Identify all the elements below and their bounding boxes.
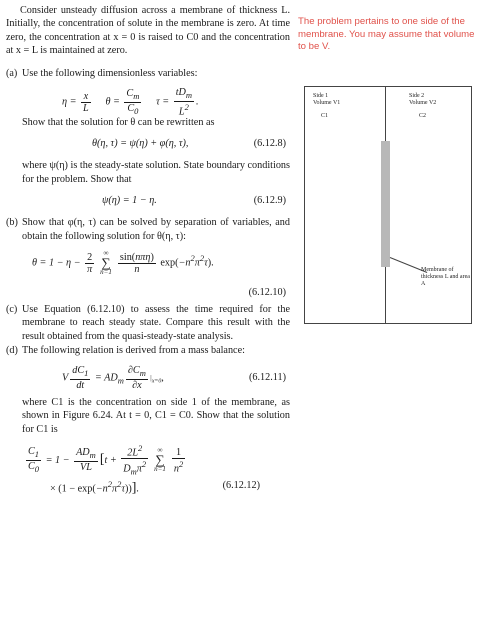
part-b-text: Show that φ(η, τ) can be solved by separation of variables, and obtain the following solution for θ(η, τ): xyxy=(22,217,290,242)
membrane-label-line2: thickness L and area A xyxy=(421,274,470,287)
part-b-label: (b) xyxy=(6,217,18,229)
side1-concentration: C1 xyxy=(321,113,329,119)
part-d-where-text: where C1 is the concentration on side 1 of the membrane, as shown in Figure 6.24. At t = 0, C1 = C0. Show that the solution for C1 is xyxy=(22,396,290,435)
part-a-show-text: Show that the solution for θ can be rewritten as xyxy=(22,117,215,129)
part-c-text: Use Equation (6.12.10) to assess the time required for the membrane to reach steady state. Compare this result with the result obtained from the quasi-steady-state analysis. xyxy=(22,304,290,342)
membrane-label-line1: Membrane of xyxy=(421,267,454,273)
equation-6-12-8-number: (6.12.8) xyxy=(253,138,286,150)
equation-6-12-12-line1: $\frac{C_1}{C_0}$ = 1 − $\frac{AD_m}{VL}$ [t + $\frac{2L^2}{D_m\pi^2}$ ∞ ∑ n=1 $\frac{1}{n^2}$ xyxy=(28,442,184,477)
dimensionless-variables-equation: η = $\frac{x}{L}$ θ = $\frac{C_m}{C_0}$ τ = $\frac{tD_m}{L^2}$ . xyxy=(62,87,199,118)
equation-6-12-8 xyxy=(22,134,290,154)
membrane-shaded-region xyxy=(381,141,390,267)
equation-6-12-9-number: (6.12.9) xyxy=(253,195,286,207)
equation-6-12-11: V $\frac{dC_1}{dt}$ = $AD_m$ $\frac{\partial C_m}{\partial x}$ $|_{x=0}$, (6.12.11) xyxy=(62,364,286,391)
membrane-label xyxy=(421,267,471,288)
equation-6-12-12-number: (6.12.12) xyxy=(222,479,260,491)
equation-6-12-12-line2: × $(1 - \exp(-n^2\pi^2\tau))$]. (6.12.12) xyxy=(50,478,260,496)
equation-6-12-9 xyxy=(22,191,290,211)
part-c-label: (c) xyxy=(6,304,18,316)
side2-label xyxy=(409,93,436,107)
part-d-text: The following relation is derived from a mass balance: xyxy=(22,345,245,357)
membrane-figure xyxy=(304,86,472,324)
side1-label xyxy=(313,93,340,107)
part-a-text: Use the following dimensionless variables: xyxy=(22,67,198,79)
side2-concentration: C2 xyxy=(419,113,427,119)
part-b xyxy=(6,216,290,297)
part-a-where-text: where ψ(η) is the steady-state solution. State boundary conditions for the problem. Show that xyxy=(22,160,290,185)
annotation-note: The problem pertains to one side of the membrane. You may assume that volume to be V. xyxy=(298,16,475,53)
equation-6-12-8-body: θ(η, τ) = ψ(η) + φ(η, τ), xyxy=(92,138,189,150)
part-a-label: (a) xyxy=(6,67,18,79)
side2-title: Side 2 xyxy=(409,93,425,99)
equation-6-12-11-number: (6.12.11) xyxy=(249,371,286,383)
side1-title: Side 1 xyxy=(313,93,329,99)
part-d xyxy=(6,344,290,494)
equation-6-12-10-number: (6.12.10) xyxy=(248,287,286,299)
part-c xyxy=(6,303,290,343)
equation-6-12-10: θ = 1 − η − $\frac{2}{\pi}$ ∞ ∑ n=1 $\frac{\text{sin(nπη)}}{n}$ $\exp(-n^2\pi^2\tau)$. xyxy=(32,249,214,277)
part-d-label: (d) xyxy=(6,345,18,357)
equation-6-12-10-number-row xyxy=(22,283,290,297)
side1-volume: Volume V1 xyxy=(313,100,341,106)
problem-text-column xyxy=(6,4,290,499)
side2-volume: Volume V2 xyxy=(409,100,437,106)
part-a xyxy=(6,67,290,212)
equation-6-12-9-body: ψ(η) = 1 − η. xyxy=(102,195,157,207)
intro-paragraph: Consider unsteady diffusion across a membrane of thickness L. Initially, the concentration of solute in the membrane is zero. At time zero, the concentration at x = 0 is raised to C0 and the concentration at x = L is maintained at zero. xyxy=(6,5,290,57)
